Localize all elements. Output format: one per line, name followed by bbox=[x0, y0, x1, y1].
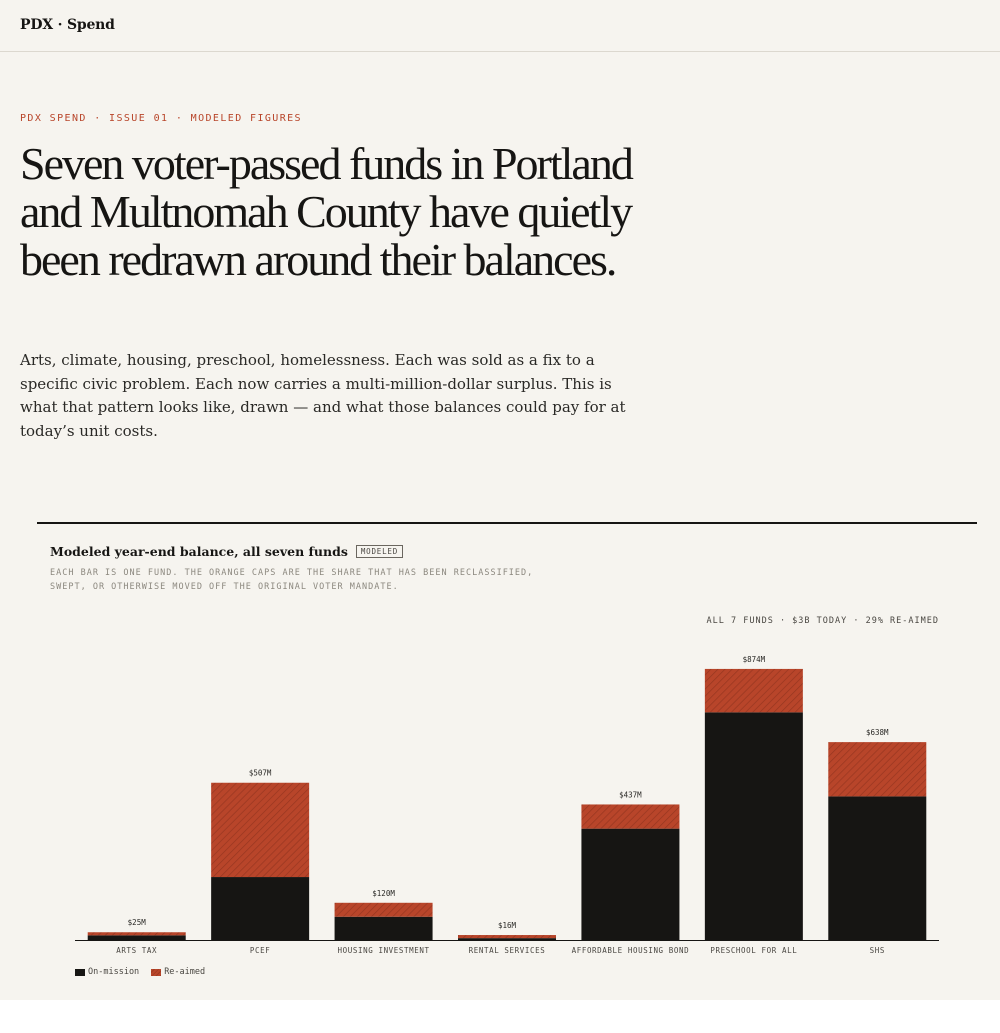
bar-re-aimed bbox=[828, 742, 926, 796]
bar-total-label: $874M bbox=[742, 654, 766, 664]
category-label: PRESCHOOL FOR ALL bbox=[710, 946, 798, 955]
modeled-badge: MODELED bbox=[356, 545, 403, 558]
category-label: PCEF bbox=[249, 946, 271, 955]
category-label: RENTAL SERVICES bbox=[468, 946, 546, 955]
category-label: AFFORDABLE HOUSING BOND bbox=[571, 946, 690, 955]
bar-total-label: $437M bbox=[619, 790, 642, 800]
chart-title bbox=[50, 544, 403, 559]
page-footer bbox=[0, 1000, 1000, 1033]
bar-re-aimed bbox=[458, 935, 556, 938]
bar-total-label: $120M bbox=[372, 888, 395, 898]
bar-re-aimed bbox=[581, 804, 679, 828]
chart-summary: ALL 7 FUNDS · $3B TODAY · 29% RE-AIMED bbox=[706, 616, 939, 626]
bar-re-aimed bbox=[335, 903, 433, 917]
bar-total-label: $638M bbox=[865, 728, 889, 738]
bar-chart bbox=[0, 630, 1000, 960]
bar-total-label: $507M bbox=[248, 768, 272, 778]
bar-on-mission bbox=[88, 935, 186, 940]
bar-on-mission bbox=[581, 829, 679, 940]
article-kicker: PDX SPEND · ISSUE 01 · MODELED FIGURES bbox=[20, 113, 302, 124]
bar-total-label: $16M bbox=[497, 921, 517, 931]
bar-on-mission bbox=[458, 938, 556, 940]
bar-on-mission bbox=[705, 712, 803, 940]
article-dek: Arts, climate, housing, preschool, homelessness. Each was sold as a fix to a specific civic problem. Each now carries a multi-million-dollar surplus. This is what that pattern looks like, drawn — and what those balances could pay for at today’s unit costs. bbox=[20, 351, 626, 440]
category-label: ARTS TAX bbox=[116, 946, 158, 955]
chart-divider bbox=[37, 522, 977, 524]
article-headline: Seven voter-passed funds in Portland and Multnomah County have quietly been redrawn around their balances. bbox=[20, 138, 632, 285]
chart-legend bbox=[75, 967, 205, 977]
on-mission-swatch bbox=[75, 969, 85, 976]
legend-re-aimed bbox=[151, 967, 205, 977]
chart-title-text: Modeled year-end balance, all seven funds bbox=[50, 544, 348, 559]
legend-on-mission bbox=[75, 967, 139, 977]
bar-re-aimed bbox=[705, 669, 803, 712]
bar-on-mission bbox=[828, 796, 926, 940]
chart-subtitle: EACH BAR IS ONE FUND. THE ORANGE CAPS ARE THE SHARE THAT HAS BEEN RECLASSIFIED, SWEPT, OR OTHERWISE MOVED OFF THE ORIGINAL VOTER MANDATE. bbox=[50, 568, 534, 592]
legend-re-aimed-label: Re-aimed bbox=[164, 967, 206, 977]
top-bar bbox=[0, 0, 1000, 52]
category-label: HOUSING INVESTMENT bbox=[337, 946, 430, 955]
category-label: SHS bbox=[869, 946, 885, 955]
brand-logo[interactable]: PDX · Spend bbox=[20, 17, 115, 33]
bar-re-aimed bbox=[88, 932, 186, 935]
legend-on-mission-label: On-mission bbox=[88, 967, 140, 977]
bar-on-mission bbox=[211, 877, 309, 940]
bar-on-mission bbox=[335, 917, 433, 940]
bar-total-label: $25M bbox=[127, 918, 146, 928]
re-aimed-swatch bbox=[151, 969, 161, 976]
bar-re-aimed bbox=[211, 783, 309, 877]
